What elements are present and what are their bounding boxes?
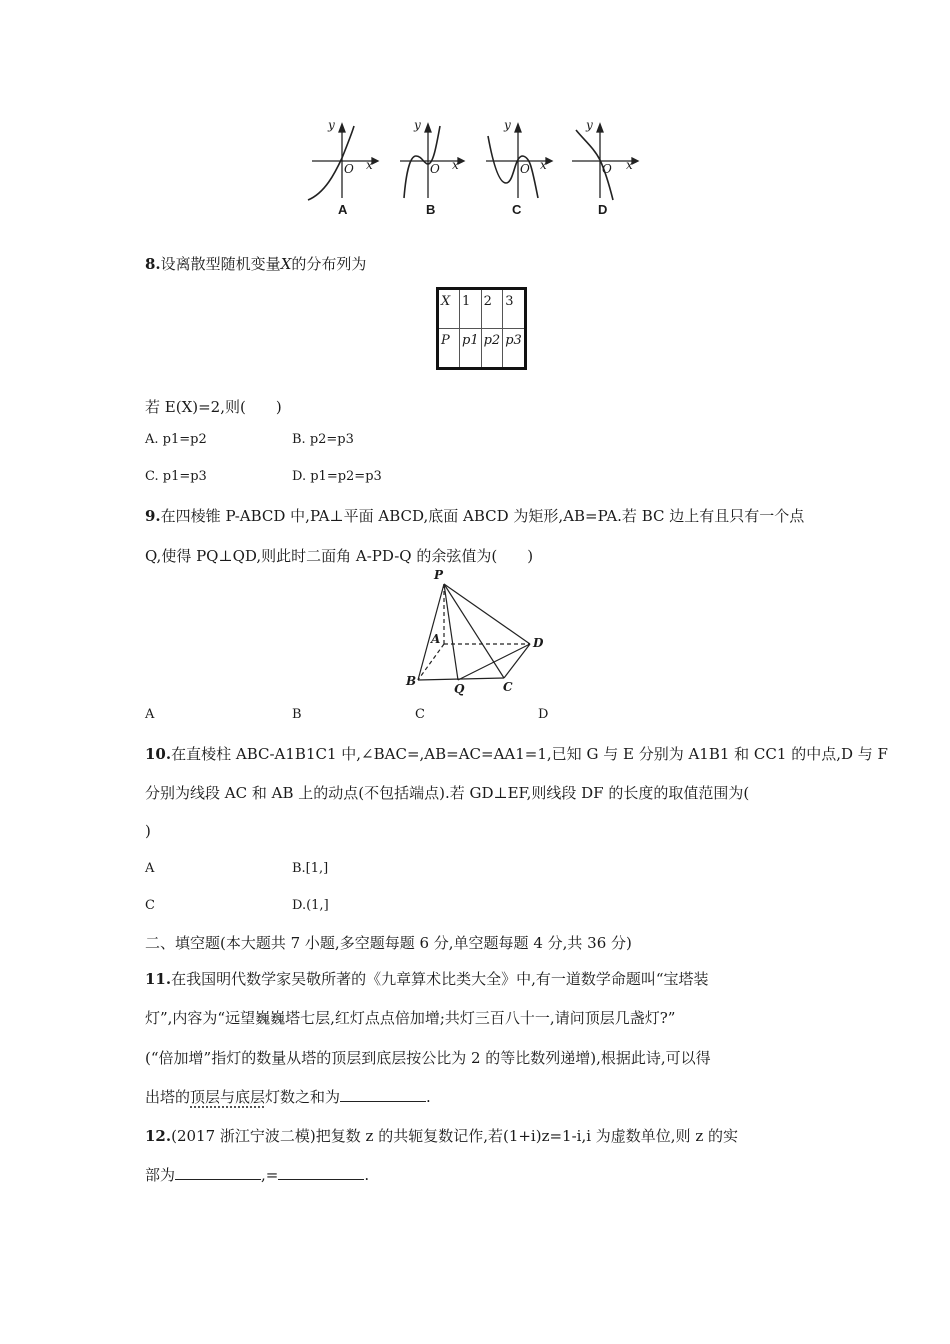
- q10-text: 在直棱柱 ABC-A1B1C1 中,∠BAC=,AB=AC=AA1=1,已知 G 与 E 分别为 A1B1 和 CC1 的中点,D 与 F: [171, 745, 888, 763]
- table-cell: 3: [503, 289, 526, 329]
- q11-line2: 灯”,内容为“远望巍巍塔七层,红灯点点倍加增;共灯三百八十一,请问顶层几盏灯?”: [145, 1009, 676, 1027]
- q8-var: X: [280, 255, 292, 273]
- function-graphs: [300, 118, 650, 228]
- q9-option-b: B: [292, 707, 302, 722]
- axis-y-label: y: [328, 118, 335, 132]
- vertex-a-label: A: [431, 632, 441, 646]
- graph-label-c: C: [512, 202, 522, 217]
- q10-line2: 分别为线段 AC 和 AB 上的动点(不包括端点).若 GD⊥EF,则线段 DF 的长度的取值范围为(: [145, 784, 750, 802]
- q9-option-a: A: [145, 707, 155, 722]
- q11-line4-end: .: [426, 1088, 431, 1106]
- q10-option-c: C: [145, 898, 155, 913]
- q10-option-d: D.(1,]: [292, 898, 329, 913]
- q12-line1: [145, 1125, 738, 1146]
- q12-number: 12.: [145, 1127, 172, 1145]
- axis-x-label: x: [626, 158, 633, 172]
- vertex-c-label: C: [503, 680, 513, 694]
- axis-y-label: y: [504, 118, 511, 132]
- q8-stem-text: 设离散型随机变量: [160, 255, 281, 273]
- axis-x-label: x: [366, 158, 373, 172]
- q11-line4-start: 出塔的: [145, 1088, 191, 1106]
- q11-line4-mid: 灯数之和为: [265, 1088, 341, 1106]
- q9-number: 9.: [145, 507, 161, 525]
- q11-line4: [145, 1086, 431, 1107]
- q8-option-c: C. p1=p3: [145, 469, 207, 484]
- q12-text: (2017 浙江宁波二模)把复数 z 的共轭复数记作,若(1+i)z=1-i,i 为虚数单位,则 z 的实: [171, 1127, 738, 1145]
- table-cell: 1: [460, 289, 482, 329]
- vertex-p-label: P: [434, 568, 444, 582]
- q10-line1: [145, 743, 888, 764]
- vertex-d-label: D: [533, 636, 544, 650]
- q9-option-c: C: [415, 707, 425, 722]
- q8-stem: [145, 253, 366, 274]
- axis-x-label: x: [540, 158, 547, 172]
- q11-number: 11.: [145, 970, 172, 988]
- axis-y-label: y: [586, 118, 593, 132]
- q8-stem-tail: 的分布列为: [291, 255, 367, 273]
- graph-label-a: A: [338, 202, 348, 217]
- q10-line3: ): [145, 822, 151, 840]
- vertex-q-label: Q: [454, 682, 465, 696]
- q10-number: 10.: [145, 745, 172, 763]
- table-cell: 2: [481, 289, 503, 329]
- q10-option-b: B.[1,]: [292, 861, 329, 876]
- origin-label: O: [520, 162, 530, 176]
- q12-line2-mid: ,=: [261, 1166, 279, 1184]
- table-cell: p1: [460, 329, 482, 369]
- answer-blank[interactable]: [175, 1165, 261, 1180]
- q9-line2: Q,使得 PQ⊥QD,则此时二面角 A-PD-Q 的余弦值为( ): [145, 547, 534, 565]
- pyramid-diagram: [400, 574, 550, 700]
- q11-text: 在我国明代数学家吴敬所著的《九章算术比类大全》中,有一道数学命题叫“宝塔装: [171, 970, 709, 988]
- table-row: [438, 289, 526, 329]
- axis-y-label: y: [414, 118, 421, 132]
- table-cell: p3: [503, 329, 526, 369]
- distribution-table: [436, 287, 527, 370]
- table-cell: X: [438, 289, 460, 329]
- axis-x-label: x: [452, 158, 459, 172]
- table-cell: P: [438, 329, 460, 369]
- section-heading: 二、填空题(本大题共 7 小题,多空题每题 6 分,单空题每题 4 分,共 36 分): [145, 934, 632, 952]
- q12-line2: [145, 1164, 369, 1185]
- q12-line2-end: .: [364, 1166, 370, 1184]
- q12-line2-start: 部为: [145, 1166, 176, 1184]
- q11-line1: [145, 968, 709, 989]
- graph-label-b: B: [426, 202, 436, 217]
- q9-line1: [145, 505, 804, 526]
- q8-option-d: D. p1=p2=p3: [292, 469, 382, 484]
- answer-blank[interactable]: [278, 1165, 364, 1180]
- q9-text: 在四棱锥 P-ABCD 中,PA⊥平面 ABCD,底面 ABCD 为矩形,AB=PA.若 BC 边上有且只有一个点: [160, 507, 805, 525]
- origin-label: O: [602, 162, 612, 176]
- pyramid-figure: [400, 568, 550, 700]
- q8-option-b: B. p2=p3: [292, 432, 354, 447]
- origin-label: O: [344, 162, 354, 176]
- q9-option-d: D: [538, 707, 549, 722]
- q11-emphasis: 顶层与底层: [190, 1088, 266, 1106]
- answer-blank[interactable]: [340, 1087, 426, 1102]
- q8-condition: 若 E(X)=2,则( ): [145, 398, 282, 416]
- q8-option-a: A. p1=p2: [145, 432, 207, 447]
- graph-label-d: D: [598, 202, 608, 217]
- q8-number: 8.: [145, 255, 161, 273]
- q11-line3: (“倍加增”指灯的数量从塔的顶层到底层按公比为 2 的等比数列递增),根据此诗,可以得: [145, 1049, 711, 1067]
- origin-label: O: [430, 162, 440, 176]
- q10-option-a: A: [145, 861, 155, 876]
- table-cell: p2: [481, 329, 503, 369]
- vertex-b-label: B: [406, 674, 417, 688]
- table-row: [438, 329, 526, 369]
